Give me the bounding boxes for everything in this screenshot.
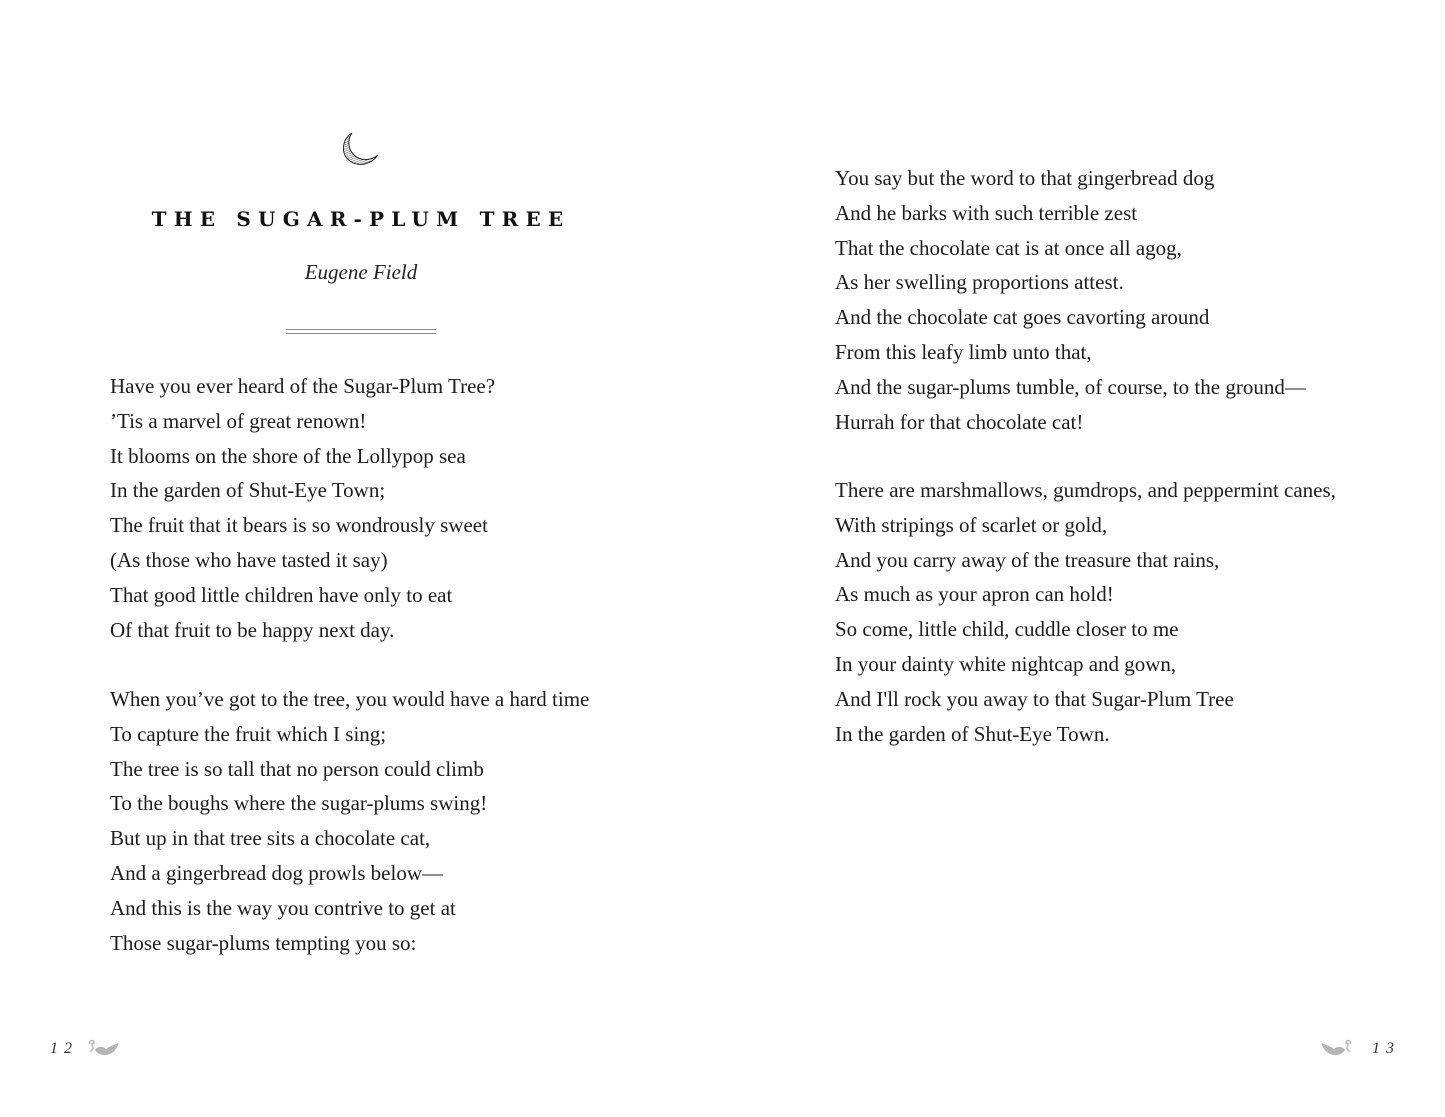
verse-line: And he barks with such terrible zest [835, 200, 1138, 225]
verse-line: From this leafy limb unto that, [835, 339, 1092, 364]
verse-line: As much as your apron can hold! [835, 582, 1114, 607]
stanza-3 [835, 161, 1306, 439]
verse-line: In the garden of Shut-Eye Town. [835, 721, 1110, 746]
page-number: 13 [1372, 1040, 1400, 1057]
verse-line: ’Tis a marvel of great renown! [110, 408, 367, 433]
verse-line: Those sugar-plums tempting you so: [110, 930, 417, 955]
verse-line: Hurrah for that chocolate cat! [835, 409, 1084, 434]
verse-line: There are marshmallows, gumdrops, and peppermint canes, [835, 478, 1336, 502]
verse-line: Have you ever heard of the Sugar-Plum Tree? [110, 374, 496, 398]
verse-line: And a gingerbread dog prowls below— [110, 860, 444, 885]
page-number: 12 [50, 1040, 78, 1057]
verse-line: To the boughs where the sugar-plums swing! [110, 791, 488, 816]
verse-line: As her swelling proportions attest. [835, 270, 1124, 295]
verse-line: The tree is so tall that no person could climb [110, 756, 484, 781]
left-page [0, 0, 722, 1117]
title-divider-second-line [286, 333, 436, 334]
verse-line: That good little children have only to eat [110, 582, 453, 607]
right-page [722, 0, 1445, 1117]
verse-line: In your dainty white nightcap and gown, [835, 651, 1177, 676]
verse-line: The fruit that it bears is so wondrously sweet [110, 513, 488, 538]
moon-crescent-icon [338, 130, 382, 170]
verse-line: And the sugar-plums tumble, of course, to the ground— [835, 374, 1306, 399]
verse-line: And I'll rock you away to that Sugar-Plum Tree [835, 686, 1234, 711]
title-divider [286, 329, 436, 330]
verse-line: That the chocolate cat is at once all agog, [835, 235, 1182, 260]
verse-line: When you’ve got to the tree, you would have a hard time [110, 687, 590, 711]
stanza-2 [110, 682, 589, 960]
verse-line: And you carry away of the treasure that rains, [835, 547, 1220, 572]
verse-line: So come, little child, cuddle closer to me [835, 617, 1179, 642]
verse-line: It blooms on the shore of the Lollypop sea [110, 443, 466, 468]
verse-line: You say but the word to that gingerbread dog [835, 166, 1215, 190]
poem-author: Eugene Field [304, 260, 418, 284]
leaf-flourish-icon [86, 1038, 122, 1062]
verse-line: To capture the fruit which I sing; [110, 721, 387, 746]
verse-line: But up in that tree sits a chocolate cat, [110, 826, 431, 851]
leaf-flourish-icon [1318, 1038, 1354, 1062]
verse-line: And this is the way you contrive to get at [110, 895, 456, 920]
poem-title: THE SUGAR-PLUM TREE [151, 207, 571, 231]
verse-line: And the chocolate cat goes cavorting around [835, 305, 1210, 330]
verse-line: Of that fruit to be happy next day. [110, 617, 395, 642]
stanza-4 [835, 473, 1336, 751]
verse-line: In the garden of Shut-Eye Town; [110, 478, 386, 503]
stanza-1 [110, 369, 495, 647]
verse-line: With stripings of scarlet or gold, [835, 512, 1108, 537]
verse-line: (As those who have tasted it say) [110, 547, 388, 572]
